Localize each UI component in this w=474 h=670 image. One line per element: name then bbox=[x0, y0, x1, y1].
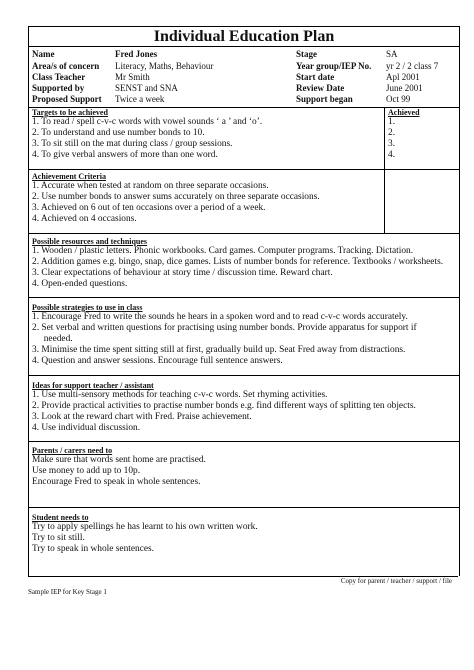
parents-section bbox=[28, 442, 460, 508]
criteria-item: 4. Achieved on 4 occasions. bbox=[32, 214, 137, 224]
class-teacher-value: Mr Smith bbox=[115, 72, 150, 82]
strategies-heading: Possible strategies to use in class bbox=[32, 303, 143, 312]
target-item: 3. To sit still on the mat during class / group sessions. bbox=[32, 139, 233, 149]
review-date-value: June 2001 bbox=[386, 83, 423, 93]
page-title: Individual Education Plan bbox=[28, 26, 460, 47]
student-item: Try to apply spellings he has learnt to his own written work. bbox=[32, 522, 258, 532]
supported-by-value: SENST and SNA bbox=[115, 83, 178, 93]
proposed-support-label: Proposed Support bbox=[32, 94, 102, 104]
name-label: Name bbox=[32, 49, 55, 59]
header-row bbox=[29, 72, 459, 82]
support-began-value: Oct 99 bbox=[386, 94, 411, 104]
targets-heading: Targets to be achieved bbox=[32, 108, 108, 117]
header-row bbox=[29, 83, 459, 93]
supported-by-label: Supported by bbox=[32, 83, 85, 93]
resource-item: 1. Wooden / plastic letters. Phonic workbooks. Card games. Computer programs. Tracking. Dictation. bbox=[32, 246, 414, 256]
header-row bbox=[29, 49, 459, 59]
strategy-item: 4. Question and answer sessions. Encourage full sentence answers. bbox=[32, 356, 283, 366]
year-group-label: Year group/IEP No. bbox=[296, 61, 372, 71]
header-row bbox=[29, 94, 459, 104]
achieved-divider bbox=[384, 170, 385, 233]
targets-section bbox=[28, 107, 460, 170]
parent-item: Encourage Fred to speak in whole sentences. bbox=[32, 477, 201, 487]
support-began-label: Support began bbox=[296, 94, 353, 104]
parent-item: Use money to add up to 10p. bbox=[32, 466, 141, 476]
criteria-item: 1. Accurate when tested at random on three separate occasions. bbox=[32, 181, 269, 191]
student-heading: Student needs to bbox=[32, 513, 89, 522]
resources-heading: Possible resources and techniques bbox=[32, 237, 148, 246]
achieved-divider bbox=[384, 107, 385, 169]
target-item: 1. To read / spell c-v-c words with vowel sounds ‘ a ’ and ‘o’. bbox=[32, 117, 263, 127]
strategy-item: 3. Minimise the time spent sitting still at first, gradually build up. Seat Fred away from distractions. bbox=[32, 345, 406, 355]
ideas-heading: Ideas for support teacher / assistant bbox=[32, 381, 154, 390]
year-group-value: yr 2 / 2 class 7 bbox=[386, 61, 439, 71]
ideas-section bbox=[28, 376, 460, 442]
strategy-item: 1. Encourage Fred to write the sounds he hears in a spoken word and to read c-v-c words accurately. bbox=[32, 312, 408, 322]
strategies-section bbox=[28, 298, 460, 376]
target-item: 4. To give verbal answers of more than one word. bbox=[32, 150, 218, 160]
strategy-item: needed. bbox=[32, 334, 73, 344]
start-date-value: Apl 2001 bbox=[386, 72, 420, 82]
criteria-heading: Achievement Criteria bbox=[32, 172, 106, 181]
review-date-label: Review Date bbox=[296, 83, 345, 93]
criteria-item: 3. Achieved on 6 out of ten occasions over a period of a week. bbox=[32, 203, 266, 213]
achieved-heading: Achieved bbox=[388, 108, 420, 117]
copy-note: Copy for parent / teacher / support / file bbox=[340, 577, 452, 585]
stage-label: Stage bbox=[296, 49, 317, 59]
target-item: 2. To understand and use number bonds to 10. bbox=[32, 128, 205, 138]
resources-section bbox=[28, 234, 460, 298]
idea-item: 3. Look at the reward chart with Fred. Praise achievement. bbox=[32, 412, 252, 422]
header-row bbox=[29, 61, 459, 71]
resource-item: 3. Clear expectations of behaviour at story time / discussion time. Reward chart. bbox=[32, 268, 333, 278]
strategy-item: 2. Set verbal and written questions for practising using number bonds. Provide apparatus for support if bbox=[32, 323, 417, 333]
resource-item: 4. Open-ended questions. bbox=[32, 279, 128, 289]
proposed-support-value: Twice a week bbox=[115, 94, 165, 104]
achieved-item: 3. bbox=[388, 139, 396, 149]
achieved-item: 2. bbox=[388, 128, 396, 138]
parents-heading: Parents / carers need to bbox=[32, 446, 113, 455]
stage-value: SA bbox=[386, 49, 398, 59]
resource-item: 2. Addition games e.g. bingo, snap, dice games. Lists of number bonds for reference. Textbooks / worksheets. bbox=[32, 257, 444, 267]
student-section bbox=[28, 508, 460, 576]
idea-item: 1. Use multi-sensory methods for teaching c-v-c words. Set rhyming activities. bbox=[32, 390, 328, 400]
idea-item: 4. Use individual discussion. bbox=[32, 423, 141, 433]
start-date-label: Start date bbox=[296, 72, 335, 82]
idea-item: 2. Provide practical activities to practise number bonds e.g. find different ways of splitting ten objects. bbox=[32, 401, 416, 411]
criteria-section bbox=[28, 170, 460, 234]
criteria-item: 2. Use number bonds to answer sums accurately on three separate occasions. bbox=[32, 192, 320, 202]
achieved-item: 1. bbox=[388, 117, 396, 127]
student-item: Try to sit still. bbox=[32, 533, 85, 543]
student-item: Try to speak in whole sentences. bbox=[32, 544, 155, 554]
name-value: Fred Jones bbox=[115, 49, 158, 59]
class-teacher-label: Class Teacher bbox=[32, 72, 86, 82]
area-of-concern-label: Area/s of concern bbox=[32, 61, 100, 71]
parent-item: Make sure that words sent home are practised. bbox=[32, 455, 206, 465]
achieved-item: 4. bbox=[388, 150, 396, 160]
area-of-concern-value: Literacy, Maths, Behaviour bbox=[115, 61, 214, 71]
sample-note: Sample IEP for Key Stage 1 bbox=[28, 588, 107, 596]
header-details bbox=[28, 46, 460, 108]
